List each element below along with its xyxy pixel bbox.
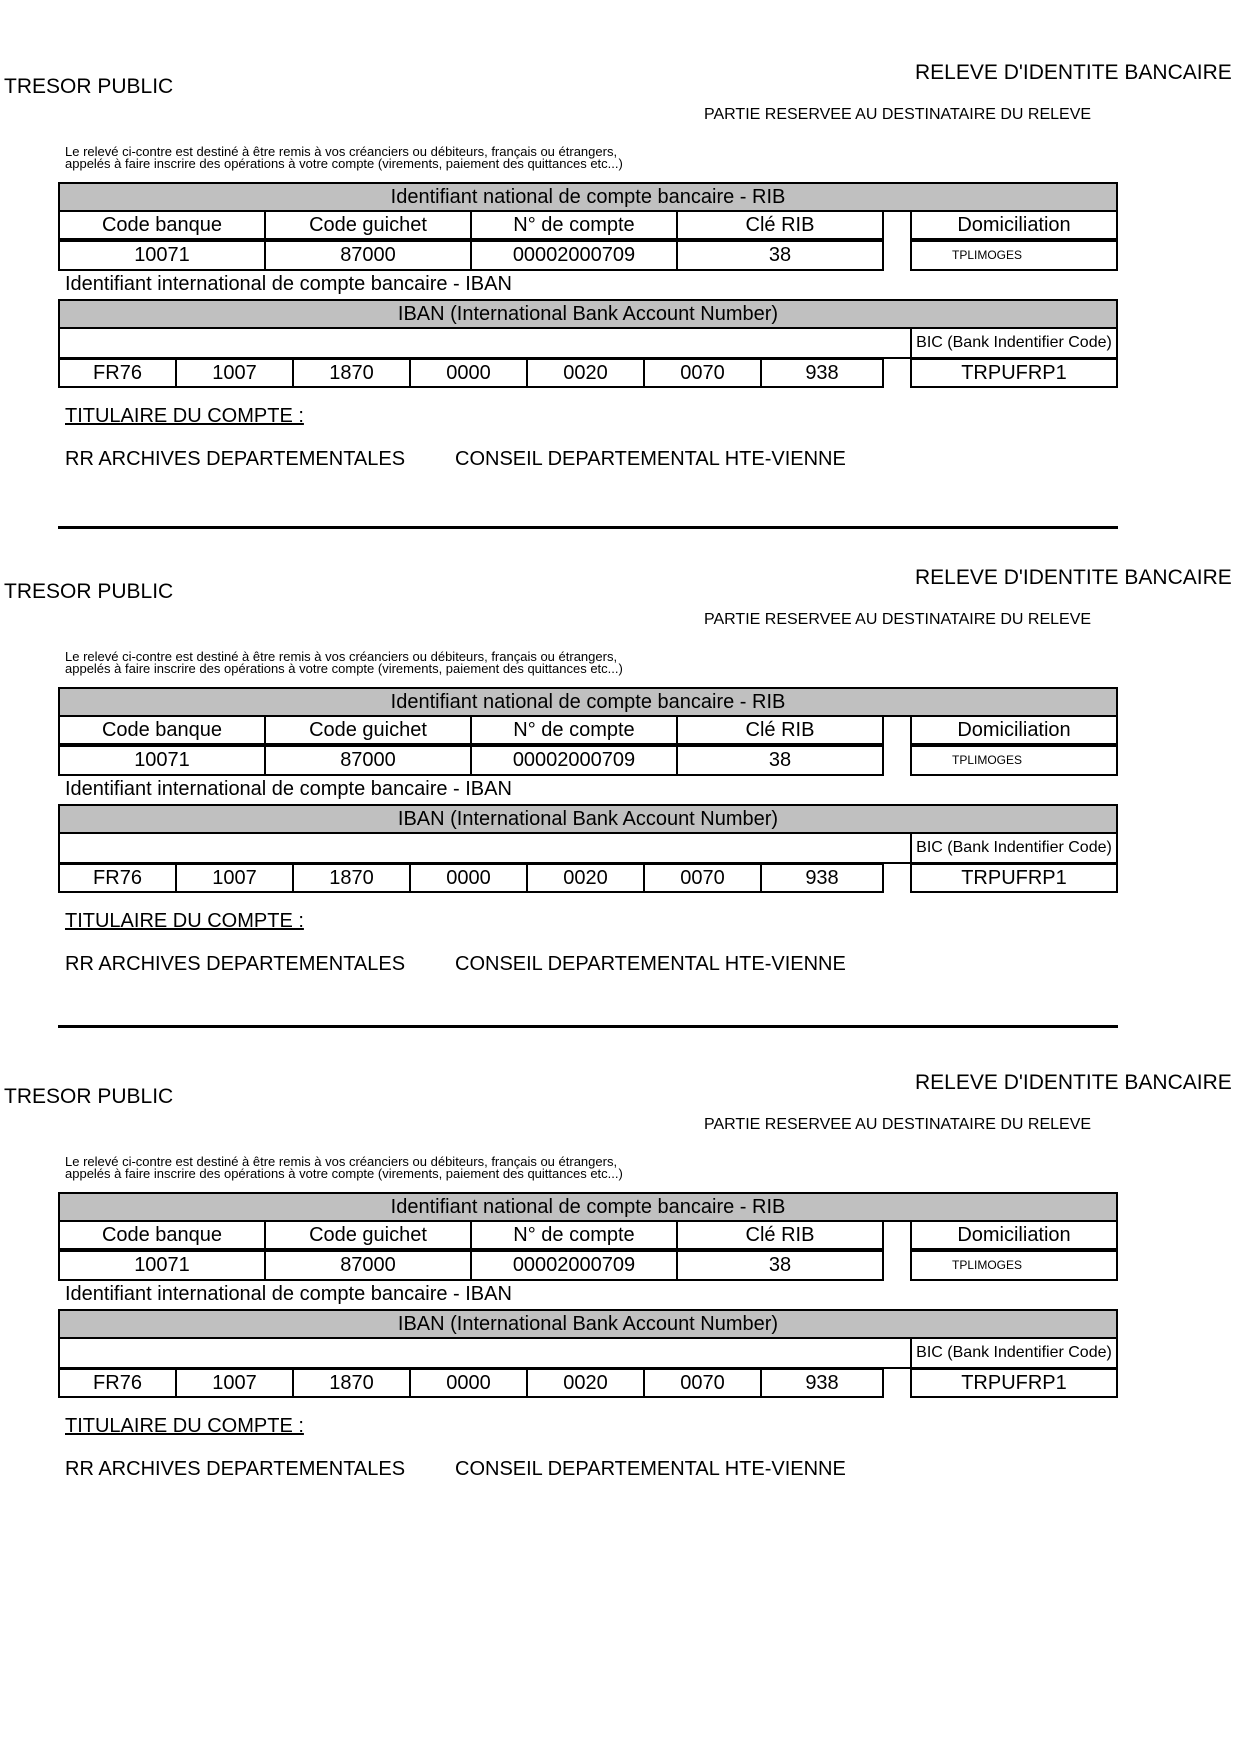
column-code-guichet: Code guichet: [264, 715, 472, 745]
iban-group: 1870: [292, 358, 411, 388]
issuer-name: TRESOR PUBLIC: [4, 580, 174, 603]
document-title: RELEVE D'IDENTITE BANCAIRE: [915, 61, 1232, 84]
value-code-guichet: 87000: [264, 745, 472, 776]
column-domiciliation: Domiciliation: [910, 1220, 1118, 1250]
value-code-guichet: 87000: [264, 240, 472, 271]
iban-group: 0000: [409, 863, 528, 893]
iban-group: 0070: [643, 1368, 762, 1398]
rib-slip: [0, 505, 1240, 1010]
iban-group: 0000: [409, 358, 528, 388]
value-code-banque: 10071: [58, 240, 266, 271]
account-holder-name: RR ARCHIVES DEPARTEMENTALES: [65, 1458, 406, 1480]
bic-value: TRPUFRP1: [910, 863, 1118, 893]
iban-group: 0020: [526, 358, 645, 388]
value-numero-compte: 00002000709: [470, 240, 678, 271]
issuer-name: TRESOR PUBLIC: [4, 1085, 174, 1108]
iban-group: 0020: [526, 863, 645, 893]
value-numero-compte: 00002000709: [470, 745, 678, 776]
account-holder-heading: TITULAIRE DU COMPTE :: [65, 1415, 304, 1437]
column-code-banque: Code banque: [58, 1220, 266, 1250]
bic-value: TRPUFRP1: [910, 358, 1118, 388]
value-domiciliation: TPLIMOGES: [910, 240, 1118, 271]
iban-group: 0070: [643, 358, 762, 388]
column-code-banque: Code banque: [58, 715, 266, 745]
usage-notice-line-1: Le relevé ci-contre est destiné à être remis à vos créanciers ou débiteurs, français ou étrangers,: [65, 1154, 618, 1169]
account-holder-organization: CONSEIL DEPARTEMENTAL HTE-VIENNE: [455, 1458, 846, 1480]
column-numero-compte: N° de compte: [470, 1220, 678, 1250]
document-title: RELEVE D'IDENTITE BANCAIRE: [915, 1071, 1232, 1094]
iban-group: FR76: [58, 358, 177, 388]
recipient-reserved-note: PARTIE RESERVEE AU DESTINATAIRE DU RELEVE: [704, 611, 1092, 628]
document-title: RELEVE D'IDENTITE BANCAIRE: [915, 566, 1232, 589]
separator-line: [58, 1025, 1118, 1028]
usage-notice-line-2: appelés à faire inscrire des opérations à votre compte (virements, paiement des quittances etc...): [65, 156, 623, 171]
column-numero-compte: N° de compte: [470, 210, 678, 240]
recipient-reserved-note: PARTIE RESERVEE AU DESTINATAIRE DU RELEVE: [704, 106, 1092, 123]
iban-table-header: IBAN (International Bank Account Number): [58, 299, 1118, 329]
iban-group: 938: [760, 863, 884, 893]
rib-table-header: Identifiant national de compte bancaire - RIB: [58, 1192, 1118, 1222]
value-numero-compte: 00002000709: [470, 1250, 678, 1281]
rib-table-header: Identifiant national de compte bancaire - RIB: [58, 687, 1118, 717]
account-holder-heading: TITULAIRE DU COMPTE :: [65, 405, 304, 427]
account-holder-organization: CONSEIL DEPARTEMENTAL HTE-VIENNE: [455, 953, 846, 975]
iban-group: 0070: [643, 863, 762, 893]
value-cle-rib: 38: [676, 745, 884, 776]
issuer-name: TRESOR PUBLIC: [4, 75, 174, 98]
value-domiciliation: TPLIMOGES: [910, 1250, 1118, 1281]
account-holder-organization: CONSEIL DEPARTEMENTAL HTE-VIENNE: [455, 448, 846, 470]
iban-group: 1870: [292, 863, 411, 893]
column-cle-rib: Clé RIB: [676, 210, 884, 240]
column-cle-rib: Clé RIB: [676, 1220, 884, 1250]
account-holder-name: RR ARCHIVES DEPARTEMENTALES: [65, 953, 406, 975]
iban-group: 1007: [175, 1368, 294, 1398]
usage-notice: [65, 146, 623, 170]
column-code-banque: Code banque: [58, 210, 266, 240]
usage-notice: [65, 1156, 623, 1180]
column-numero-compte: N° de compte: [470, 715, 678, 745]
column-domiciliation: Domiciliation: [910, 715, 1118, 745]
iban-group: 938: [760, 1368, 884, 1398]
iban-group: 1870: [292, 1368, 411, 1398]
bic-label: BIC (Bank Indentifier Code): [910, 327, 1118, 359]
iban-group: FR76: [58, 863, 177, 893]
iban-group: 1007: [175, 358, 294, 388]
bic-label: BIC (Bank Indentifier Code): [910, 1337, 1118, 1369]
value-cle-rib: 38: [676, 1250, 884, 1281]
value-code-banque: 10071: [58, 1250, 266, 1281]
iban-group: 0000: [409, 1368, 528, 1398]
column-code-guichet: Code guichet: [264, 210, 472, 240]
account-holder-heading: TITULAIRE DU COMPTE :: [65, 910, 304, 932]
rib-slip: [0, 0, 1240, 505]
value-code-guichet: 87000: [264, 1250, 472, 1281]
column-code-guichet: Code guichet: [264, 1220, 472, 1250]
bic-value: TRPUFRP1: [910, 1368, 1118, 1398]
value-domiciliation: TPLIMOGES: [910, 745, 1118, 776]
bic-label: BIC (Bank Indentifier Code): [910, 832, 1118, 864]
account-holder-name: RR ARCHIVES DEPARTEMENTALES: [65, 448, 406, 470]
usage-notice-line-2: appelés à faire inscrire des opérations à votre compte (virements, paiement des quittances etc...): [65, 1166, 623, 1181]
iban-section-label: Identifiant international de compte bancaire - IBAN: [65, 778, 512, 800]
value-code-banque: 10071: [58, 745, 266, 776]
usage-notice-line-1: Le relevé ci-contre est destiné à être remis à vos créanciers ou débiteurs, français ou étrangers,: [65, 649, 618, 664]
usage-notice: [65, 651, 623, 675]
iban-group: FR76: [58, 1368, 177, 1398]
column-cle-rib: Clé RIB: [676, 715, 884, 745]
usage-notice-line-1: Le relevé ci-contre est destiné à être remis à vos créanciers ou débiteurs, français ou étrangers,: [65, 144, 618, 159]
iban-table-header: IBAN (International Bank Account Number): [58, 804, 1118, 834]
rib-slip: [0, 1010, 1240, 1515]
recipient-reserved-note: PARTIE RESERVEE AU DESTINATAIRE DU RELEVE: [704, 1116, 1092, 1133]
rib-table-header: Identifiant national de compte bancaire - RIB: [58, 182, 1118, 212]
separator-line: [58, 526, 1118, 529]
column-domiciliation: Domiciliation: [910, 210, 1118, 240]
iban-group: 0020: [526, 1368, 645, 1398]
iban-group: 1007: [175, 863, 294, 893]
iban-section-label: Identifiant international de compte bancaire - IBAN: [65, 273, 512, 295]
usage-notice-line-2: appelés à faire inscrire des opérations à votre compte (virements, paiement des quittances etc...): [65, 661, 623, 676]
iban-section-label: Identifiant international de compte bancaire - IBAN: [65, 1283, 512, 1305]
value-cle-rib: 38: [676, 240, 884, 271]
iban-group: 938: [760, 358, 884, 388]
iban-table-header: IBAN (International Bank Account Number): [58, 1309, 1118, 1339]
